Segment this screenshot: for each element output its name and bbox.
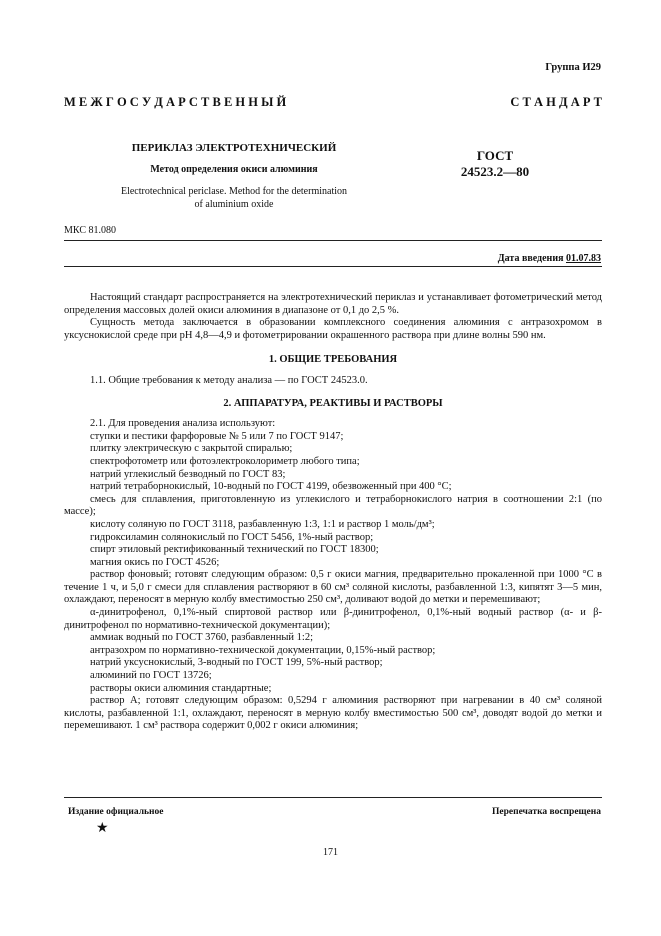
divider-date xyxy=(64,266,602,267)
section-2-item: антразохром по нормативно-технической документации, 0,15%-ный раствор; xyxy=(90,644,436,656)
document-body xyxy=(64,292,602,733)
section-2-item: раствор фоновый; готовят следующим образом: 0,5 г окиси магния, предварительно прокаленной при 1000 °С в течение 1 ч, и 5,0 г смеси для сплавления растворяют в 60 см³ соляной кислоты, разбавленной 1:3, кипятят 3—5 мин, охлаждают, переносят в мерную колбу вместимостью 250 см³, доливают водой до метки и перемешивают; xyxy=(64,569,602,606)
section-2-item: плитку электрическую с закрытой спиралью; xyxy=(90,443,293,455)
section-2-item: раствор А; готовят следующим образом: 0,5294 г алюминия растворяют при нагревании в 40 см³ соляной кислоты, разбавленной 1:1, охлаждают, переносят в мерную колбу вместимостью 500 см³, доводят водой до метки и перемешивают. 1 см³ раствора содержит 0,002 г окиси алюминия; xyxy=(64,695,602,732)
section-2-item: спектрофотометр или фотоэлектроколориметр любого типа; xyxy=(90,455,360,467)
section-2-item: натрий углекислый безводный по ГОСТ 83; xyxy=(90,468,286,480)
effective-date-label: Дата введения xyxy=(497,253,564,264)
section-1-heading: 1. ОБЩИЕ ТРЕБОВАНИЯ xyxy=(268,354,398,366)
section-2-item: α-динитрофенол, 0,1%-ный спиртовой раствор или β-динитрофенол, 0,1%-ный водный раствор (α- и β-динитрофенол по нормативно-технической документации); xyxy=(64,607,602,631)
section-2-item: алюминий по ГОСТ 13726; xyxy=(90,670,212,682)
section-2-item: спирт этиловый ректификованный технический по ГОСТ 18300; xyxy=(90,544,379,556)
english-title-line-2: of aluminium oxide xyxy=(194,199,274,210)
english-title xyxy=(64,185,404,211)
page-number: 171 xyxy=(323,847,338,858)
effective-date xyxy=(498,253,601,264)
section-2-item: магния окись по ГОСТ 4526; xyxy=(90,556,220,568)
section-2-item: ступки и пестики фарфоровые № 5 или 7 по ГОСТ 9147; xyxy=(90,430,344,442)
group-code: Группа И29 xyxy=(545,62,601,73)
divider-footer xyxy=(64,797,602,798)
gost-number: 24523.2—80 xyxy=(460,164,530,179)
english-title-line-1: Electrotechnical periclase. Method for the determination xyxy=(120,186,347,197)
section-2-item: смесь для сплавления, приготовленную из углекислого и тетраборнокислого натрия в соотношении 2:1 (по массе); xyxy=(64,493,602,518)
section-1-text: 1.1. Общие требования к методу анализа — по ГОСТ 24523.0. xyxy=(90,374,368,386)
divider-top xyxy=(64,240,602,241)
section-2-heading: 2. АППАРАТУРА, РЕАКТИВЫ И РАСТВОРЫ xyxy=(223,397,443,409)
reprint-note: Перепечатка воспрещена xyxy=(491,807,601,817)
section-2-item: натрий уксуснокислый, 3-водный по ГОСТ 199, 5%-ный раствор; xyxy=(90,657,383,669)
banner-word-interstate: М Е Ж Г О С У Д А Р С Т В Е Н Н Ы Й xyxy=(64,95,287,109)
effective-date-value: 01.07.83 xyxy=(566,253,601,264)
section-2-item: натрий тетраборнокислый, 10-водный по ГОСТ 4199, обезвоженный при 400 °С; xyxy=(90,481,452,493)
standard-banner xyxy=(64,95,602,110)
intro-paragraph-principle: Сущность метода заключается в образовании комплексного соединения алюминия с антразохромом в уксуснокислой среде при pH 4,8—4,9 и фотометрировании окрашенного раствора при длине волны 590 нм. xyxy=(64,317,602,341)
section-2-item: кислоту соляную по ГОСТ 3118, разбавленную 1:3, 1:1 и раствор 1 моль/дм³; xyxy=(90,518,435,530)
section-2-item: растворы окиси алюминия стандартные; xyxy=(90,682,272,694)
star-icon: ★ xyxy=(96,821,109,836)
title-block xyxy=(64,142,404,211)
mks-code: МКС 81.080 xyxy=(64,225,116,236)
document-title: ПЕРИКЛАЗ ЭЛЕКТРОТЕХНИЧЕСКИЙ xyxy=(131,142,337,154)
edition-note: Издание официальное xyxy=(68,807,164,817)
document-subtitle: Метод определения окиси алюминия xyxy=(150,164,318,175)
gost-designation xyxy=(420,148,570,180)
intro-paragraph-scope: Настоящий стандарт распространяется на электротехнический периклаз и устанавливает фотометрический метод определения массовых долей окиси алюминия в диапазоне от 0,1 до 2,5 %. xyxy=(64,292,602,316)
gost-label: ГОСТ xyxy=(476,148,514,163)
section-2-item: гидроксиламин солянокислый по ГОСТ 5456, 1%-ный раствор; xyxy=(90,531,374,543)
banner-word-standard: С Т А Н Д А Р Т xyxy=(510,95,602,109)
section-2-item: 2.1. Для проведения анализа используют: xyxy=(90,418,276,430)
section-2-item: аммиак водный по ГОСТ 3760, разбавленный 1:2; xyxy=(90,632,314,644)
